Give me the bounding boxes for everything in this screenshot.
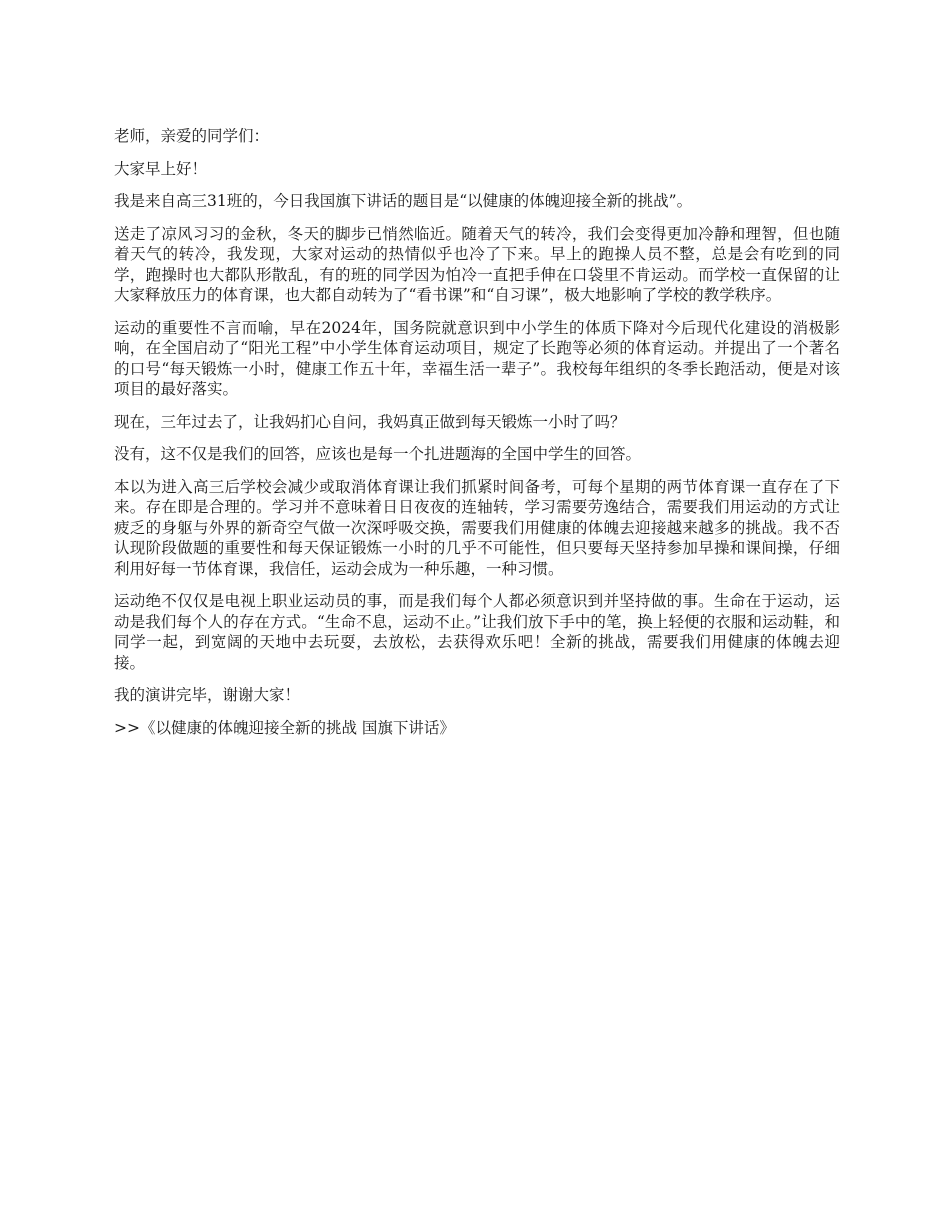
intro-paragraph: 我是来自高三31班的，今日我国旗下讲话的题目是“以健康的体魄迎接全新的挑战”。 [114, 192, 693, 210]
body-paragraph: 没有，这不仅是我们的回答，应该也是每一个扎进题海的全国中学生的回答。 [114, 445, 642, 463]
document-body [114, 126, 840, 738]
related-article-link[interactable]: >>《以健康的体魄迎接全新的挑战 国旗下讲话》 [114, 718, 455, 737]
body-paragraph: 送走了凉风习习的金秋，冬天的脚步已悄然临近。随着天气的转冷，我们会变得更加冷静和理智，但也随着天气的转冷，我发现，大家对运动的热情似乎也冷了下来。早上的跑操人员不整，总是会有吃到的同学，跑操时也大都队形散乱，有的班的同学因为怕冷一直把手伸在口袋里不肯运动。而学校一直保留的让大家释放压力的体育课，也大都自动转为了“看书课”和“自习课”，极大地影响了学校的教学秩序。 [114, 224, 840, 304]
body-paragraph: 本以为进入高三后学校会减少或取消体育课让我们抓紧时间备考，可每个星期的两节体育课一直存在了下来。存在即是合理的。学习并不意味着日日夜夜的连轴转，学习需要劳逸结合，需要我们用运动的方式让疲乏的身躯与外界的新奇空气做一次深呼吸交换，需要我们用健康的体魄去迎接越来越多的挑战。我不否认现阶段做题的重要性和每天保证锻炼一小时的几乎不可能性，但只要每天坚持参加早操和课间操，仔细利用好每一节体育课，我信任，运动会成为一种乐趣，一种习惯。 [114, 477, 840, 578]
greeting: 大家早上好！ [114, 159, 208, 178]
closing-paragraph: 我的演讲完毕，谢谢大家！ [114, 686, 301, 704]
salutation: 老师，亲爱的同学们： [114, 127, 270, 145]
body-paragraph: 现在，三年过去了，让我妈扪心自问，我妈真正做到每天锻炼一小时了吗？ [114, 412, 626, 431]
body-paragraph: 运动绝不仅仅是电视上职业运动员的事，而是我们每个人都必须意识到并坚持做的事。生命在于运动，运动是我们每个人的存在方式。“生命不息，运动不止。”让我们放下手中的笔，换上轻便的衣服和运动鞋，和同学一起，到宽阔的天地中去玩耍，去放松，去获得欢乐吧！全新的挑战，需要我们用健康的体魄去迎接。 [114, 592, 840, 672]
body-paragraph: 运动的重要性不言而喻，早在2024年，国务院就意识到中小学生的体质下降对今后现代化建设的消极影响，在全国启动了“阳光工程”中小学生体育运动项目，规定了长跑等必须的体育运动。并提出了一个著名的口号“每天锻炼一小时，健康工作五十年，幸福生活一辈子”。我校每年组织的冬季长跑活动，便是对该项目的最好落实。 [114, 318, 840, 398]
